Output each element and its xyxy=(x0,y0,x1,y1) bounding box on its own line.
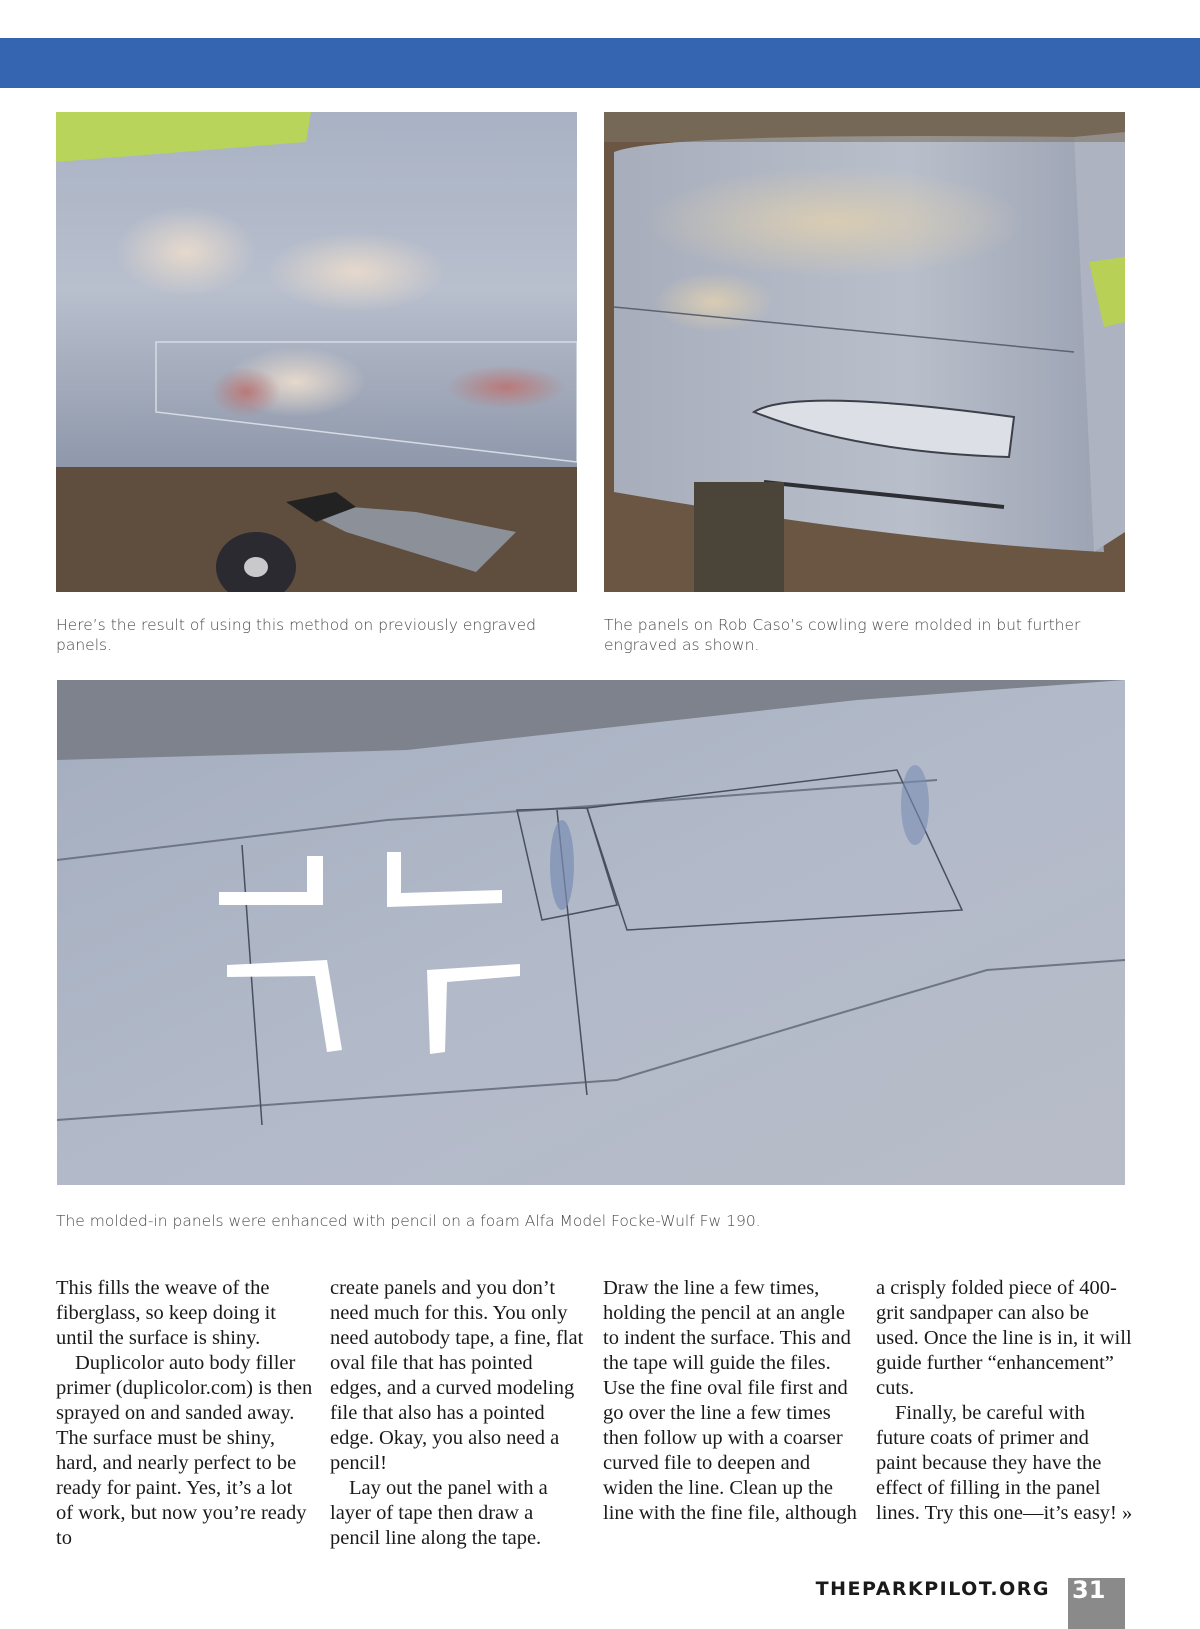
paragraph: This fills the weave of the fiberglass, so keep doing it until the surface is shiny. xyxy=(56,1277,276,1349)
photo-fw190-wing-image xyxy=(57,680,1125,1185)
article-column-1 xyxy=(56,1276,314,1551)
footer-site-name: THEPARKPILOT.ORG xyxy=(815,1578,1050,1600)
paragraph: Finally, be careful with future coats of primer and paint because they have the effect of filling in the panel lines. Try this one—it’s easy! » xyxy=(876,1402,1133,1524)
header-color-band xyxy=(0,38,1200,88)
article-column-2 xyxy=(330,1276,588,1551)
photo-cowling-image xyxy=(604,112,1125,592)
paragraph: a crisply folded piece of 400-grit sandpaper can also be used. Once the line is in, it will guide further “enhancement” cuts. xyxy=(876,1277,1132,1399)
page-number: 31 xyxy=(1072,1576,1106,1604)
article-column-4 xyxy=(876,1276,1134,1526)
photo-engraved-panels-image xyxy=(56,112,577,592)
article-column-3 xyxy=(603,1276,861,1526)
page-number-tab xyxy=(1068,1578,1125,1629)
caption-photo-3: The molded-in panels were enhanced with pencil on a foam Alfa Model Focke-Wulf Fw 190. xyxy=(56,1212,761,1230)
photo-cowling xyxy=(604,112,1125,592)
photo-engraved-panels xyxy=(56,112,577,592)
photo-fw190-wing xyxy=(57,680,1125,1185)
paragraph: Lay out the panel with a layer of tape then draw a pencil line along the tape. xyxy=(330,1477,548,1549)
paragraph: Draw the line a few times, holding the pencil at an angle to indent the surface. This and the tape will guide the files. Use the fine oval file first and go over the line a few times then follow up with a coarser curved file to deepen and widen the line. Clean up the line with the fine file, although xyxy=(603,1277,857,1524)
caption-photo-1: Here’s the result of using this method on previously engraved panels. xyxy=(56,616,536,654)
paragraph: create panels and you don’t need much for this. You only need autobody tape, a fine, flat oval file that has pointed edges, and a curved modeling file that also has a pointed edge. Okay, you also need a pencil! xyxy=(330,1277,584,1474)
paragraph: Duplicolor auto body filler primer (duplicolor.com) is then sprayed on and sanded away. The surface must be shiny, hard, and nearly perfect to be ready for paint. Yes, it’s a lot of work, but now you’re ready to xyxy=(56,1352,313,1549)
caption-photo-2: The panels on Rob Caso’s cowling were molded in but further engraved as shown. xyxy=(604,616,1081,654)
